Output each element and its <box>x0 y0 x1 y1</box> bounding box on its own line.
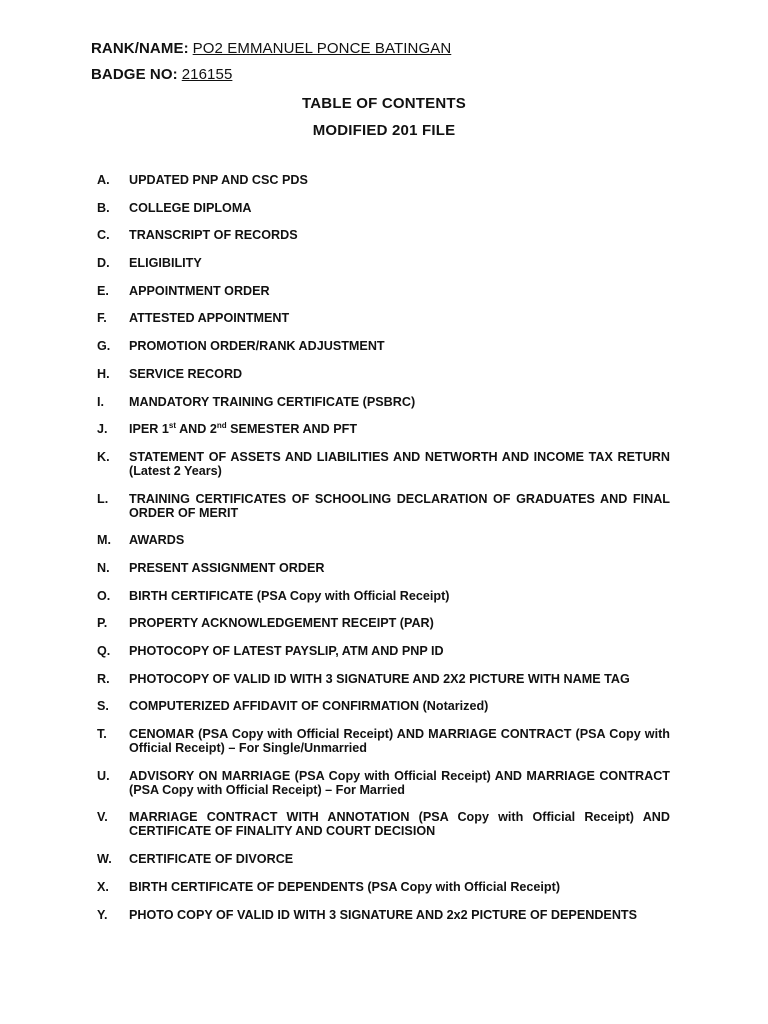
toc-item-letter: O. <box>97 588 111 603</box>
toc-item-text: PHOTOCOPY OF LATEST PAYSLIP, ATM AND PNP ID <box>129 644 444 658</box>
toc-item <box>97 422 670 436</box>
toc-item-text: ATTESTED APPOINTMENT <box>129 311 290 326</box>
toc-item-text-part: AND 2 <box>176 422 217 437</box>
toc-item-letter: A. <box>97 173 110 187</box>
toc-item <box>97 727 670 755</box>
toc-item-text: APPOINTMENT ORDER <box>129 283 270 298</box>
toc-item <box>97 880 670 894</box>
toc-item-text: BIRTH CERTIFICATE OF DEPENDENTS (PSA Copy with Official Receipt) <box>129 879 561 894</box>
toc-item-letter: C. <box>97 228 110 243</box>
toc-item <box>97 616 670 630</box>
toc-item-letter: G. <box>97 339 111 354</box>
toc-item-text: COLLEGE DIPLOMA <box>129 200 252 215</box>
toc-item-text: MANDATORY TRAINING CERTIFICATE (PSBRC) <box>129 394 416 409</box>
toc-item-letter: N. <box>97 560 110 575</box>
toc-item-letter: S. <box>97 699 109 714</box>
toc-item-letter: X. <box>97 879 109 894</box>
toc-item-text <box>129 422 670 436</box>
toc-item-text: TRAINING CERTIFICATES OF SCHOOLING DECLARATION OF GRADUATES AND FINAL ORDER OF MERIT <box>129 491 670 520</box>
document-subtitle: MODIFIED 201 FILE <box>312 122 456 139</box>
toc-item-letter: R. <box>97 671 110 686</box>
toc-item-letter: M. <box>97 533 111 548</box>
badge-number-line <box>91 66 232 83</box>
toc-item-letter: H. <box>97 366 110 381</box>
toc-item-text: ADVISORY ON MARRIAGE (PSA Copy with Official Receipt) AND MARRIAGE CONTRACT (PSA Copy with Official Receipt) – For Married <box>129 768 670 797</box>
toc-item-text: BIRTH CERTIFICATE (PSA Copy with Official Receipt) <box>129 588 450 603</box>
toc-item-text: PRESENT ASSIGNMENT ORDER <box>129 560 325 575</box>
toc-item <box>97 450 670 478</box>
toc-item-letter: D. <box>97 256 110 271</box>
toc-item-text: CERTIFICATE OF DIVORCE <box>129 852 294 867</box>
toc-item-text: ELIGIBILITY <box>129 256 202 271</box>
toc-item-letter: J. <box>97 422 108 437</box>
toc-item <box>97 810 670 838</box>
rank-name-label: RANK/NAME: <box>91 40 189 57</box>
toc-item <box>97 395 670 409</box>
toc-item <box>97 339 670 353</box>
toc-item <box>97 256 670 270</box>
toc-item-letter: K. <box>97 449 110 464</box>
toc-item <box>97 367 670 381</box>
toc-item <box>97 533 670 547</box>
toc-item <box>97 561 670 575</box>
toc-item-text: SERVICE RECORD <box>129 366 243 381</box>
toc-item <box>97 699 670 713</box>
toc-item-letter: T. <box>97 727 107 742</box>
toc-item-text: TRANSCRIPT OF RECORDS <box>129 228 298 243</box>
toc-item <box>97 769 670 797</box>
toc-item-superscript: st <box>168 421 177 431</box>
toc-item-text: STATEMENT OF ASSETS AND LIABILITIES AND NETWORTH AND INCOME TAX RETURN (Latest 2 Years) <box>129 449 670 478</box>
toc-item-text: PHOTOCOPY OF VALID ID WITH 3 SIGNATURE AND 2X2 PICTURE WITH NAME TAG <box>129 671 630 686</box>
toc-item <box>97 589 670 603</box>
toc-item-text: CENOMAR (PSA Copy with Official Receipt) AND MARRIAGE CONTRACT (PSA Copy with Official Receipt) – For Single/Unmarried <box>129 727 670 756</box>
toc-item-letter: B. <box>97 200 110 215</box>
toc-item <box>97 852 670 866</box>
toc-item-letter: W. <box>97 852 112 867</box>
toc-item <box>97 644 670 658</box>
toc-item <box>97 228 670 242</box>
toc-item-superscript: nd <box>216 421 227 431</box>
toc-item <box>97 201 670 215</box>
toc-item <box>97 492 670 520</box>
rank-name-value: PO2 EMMANUEL PONCE BATINGAN <box>192 40 452 57</box>
badge-number-label: BADGE NO: <box>91 66 178 83</box>
toc-item-letter: V. <box>97 810 108 825</box>
toc-item-letter: I. <box>97 394 104 409</box>
toc-item-letter: F. <box>97 311 107 326</box>
toc-item-text: AWARDS <box>129 533 185 548</box>
rank-name-line <box>91 40 451 57</box>
toc-item-text-part: IPER 1 <box>129 422 169 437</box>
table-of-contents-list <box>97 173 670 935</box>
toc-item-text: PROMOTION ORDER/RANK ADJUSTMENT <box>129 339 385 354</box>
toc-item <box>97 284 670 298</box>
toc-item <box>97 908 670 922</box>
toc-item-letter: Y. <box>97 907 108 922</box>
toc-item-text: PHOTO COPY OF VALID ID WITH 3 SIGNATURE AND 2x2 PICTURE OF DEPENDENTS <box>129 907 638 922</box>
toc-item-text: MARRIAGE CONTRACT WITH ANNOTATION (PSA Copy with Official Receipt) AND CERTIFICATE OF FINALITY AND COURT DECISION <box>129 810 670 839</box>
toc-item-letter: Q. <box>97 644 111 658</box>
toc-item-text: UPDATED PNP AND CSC PDS <box>129 173 308 187</box>
toc-item <box>97 672 670 686</box>
toc-item-letter: P. <box>97 616 108 631</box>
toc-item-text: COMPUTERIZED AFFIDAVIT OF CONFIRMATION (Notarized) <box>129 699 489 714</box>
toc-item-text: PROPERTY ACKNOWLEDGEMENT RECEIPT (PAR) <box>129 616 434 631</box>
document-title: TABLE OF CONTENTS <box>302 95 466 112</box>
toc-item-text-part: SEMESTER AND PFT <box>226 422 358 437</box>
toc-item-letter: L. <box>97 491 109 506</box>
toc-item-letter: U. <box>97 768 110 783</box>
toc-item <box>97 311 670 325</box>
toc-item-letter: E. <box>97 283 109 298</box>
toc-item <box>97 173 670 187</box>
badge-number-value: 216155 <box>181 66 233 83</box>
